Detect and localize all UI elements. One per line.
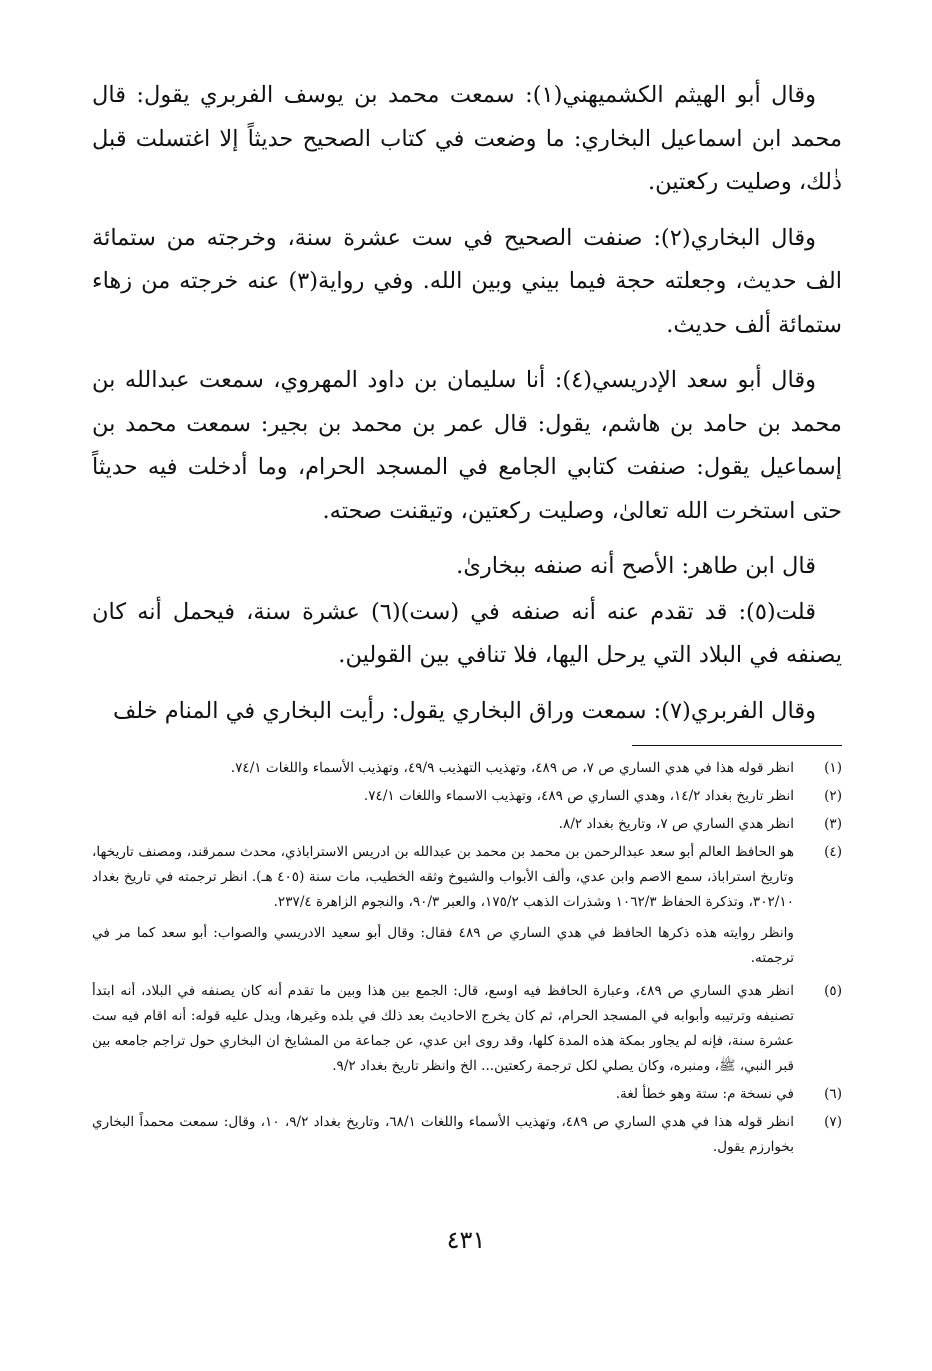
footnote-text: في نسخة م: ستة وهو خطأ لغة. <box>615 1086 794 1102</box>
footnote-text: انظر قوله هذا في هدي الساري ص ٧، ص ٤٨٩، وتهذيب التهذيب ٤٩/٩، وتهذيب الأسماء واللغات ٧٤/١. <box>230 760 794 776</box>
footnote-continuation: وانظر روايته هذه ذكرها الحافظ في هدي الساري ص ٤٨٩ فقال: وقال أبو سعيد الادريسي والصواب: أبو سعد كما مر في ترجمته. <box>92 925 794 966</box>
footnote-text: انظر هدي الساري ص ٤٨٩، وعبارة الحافظ فيه اوسع، قال: الجمع بين هذا وبين ما تقدم أنه كان يصنفه في البلاد، أنه ابتدأ تصنيفه وترتيبه وأبوابه في المسجد الحرام، ثم كان يخرج الاحاديث بعد ذلك في بلده وغيرها، ويدل عليه قوله: أنه اقام فيه ست عشرة سنة، فإنه لم يجاور بمكة هذه المدة كلها، وقد روى ابن عدي، عن جماعة من المشايخ ان البخاري حول تراجم جامعه بين قبر النبي، ﷺ، ومنبره، وكان يصلي لكل ترجمة ركعتين... الخ وانظر تاريخ بغداد ٩/٢. <box>92 983 794 1074</box>
footnote-text: انظر قوله هذا في هدي الساري ص ٤٨٩، وتهذيب الأسماء واللغات ٦٨/١، وتاريخ بغداد ٩/٢، ١٠، وقال: سمعت محمداً البخاري بخوارزم يقول. <box>92 1114 794 1155</box>
footnote-number: (٤) <box>824 844 842 860</box>
footnotes <box>92 756 842 1160</box>
footnote-text: انظر هدي الساري ص ٧، وتاريخ بغداد ٨/٢. <box>558 816 794 832</box>
footnote <box>92 1082 842 1107</box>
footnote-text: هو الحافظ العالم أبو سعد عبدالرحمن بن محمد بن محمد بن عبدالله بن ادريس الاستراباذي، محدث سمرقند، ومصنف تاريخها، وتاريخ استراباذ، سمع الاصم وابن عدي، وألف الأبواب والشيوخ وثقه الخطيب، مات سنة (٤٠٥ هـ). انظر ترجمته في تاريخ بغداد ٣٠٢/١٠، وتذكرة الحفاظ ١٠٦٢/٣ وشذرات الذهب ١٧٥/٢، والعبر ٩٠/٣، والنجوم الزاهرة ٢٣٧/٤. <box>92 844 794 910</box>
footnote-number: (٦) <box>824 1086 842 1102</box>
footnote-text: انظر تاريخ بغداد ١٤/٢، وهدي الساري ص ٤٨٩، وتهذيب الاسماء واللغات ٧٤/١. <box>363 788 794 804</box>
body-paragraph: وقال أبو الهيثم الكشميهني(١): سمعت محمد بن يوسف الفربري يقول: قال محمد ابن اسماعيل البخاري: ما وضعت في كتاب الصحيح حديثاً إلا اغتسلت قبل ذٰلك، وصليت ركعتين. <box>92 82 842 195</box>
footnote <box>92 1110 842 1160</box>
body-paragraph: وقال الفربري(٧): سمعت وراق البخاري يقول: رأيت البخاري في المنام خلف <box>112 697 816 724</box>
body-paragraph: وقال البخاري(٢): صنفت الصحيح في ست عشرة سنة، وخرجته من ستمائة الف حديث، وجعلته حجة فيما بيني وبين الله. وفي رواية(٣) عنه خرجته من زهاء ستمائة ألف حديث. <box>92 224 842 338</box>
footnote-number: (٢) <box>824 788 842 804</box>
footnote <box>92 979 842 1079</box>
body-paragraph: قلت(٥): قد تقدم عنه أنه صنفه في (ست)(٦) عشرة سنة، فيحمل أنه كان يصنفه في البلاد التي يرحل اليها، فلا تنافي بين القولين. <box>92 598 842 668</box>
footnote-separator <box>632 745 842 746</box>
body-paragraph: قال ابن طاهر: الأصح أنه صنفه ببخارىٰ. <box>456 553 816 579</box>
page-content <box>92 74 842 1163</box>
footnote <box>92 756 842 781</box>
footnote-number: (٧) <box>824 1114 842 1130</box>
page-number: ٤٣١ <box>446 1226 486 1254</box>
footnote-number: (٥) <box>824 983 842 999</box>
body-paragraph: وقال أبو سعد الإدريسي(٤): أنا سليمان بن داود المهروي، سمعت عبدالله بن محمد بن حامد بن هاشم، يقول: قال عمر بن محمد بن بجير: سمعت محمد بن إسماعيل يقول: صنفت كتابي الجامع في المسجد الحرام، وما أدخلت فيه حديثاً حتى استخرت الله تعالىٰ، وصليت ركعتين، وتيقنت صحته. <box>92 367 842 524</box>
footnote <box>92 812 842 837</box>
footnote <box>92 784 842 809</box>
footnote-number: (١) <box>824 760 842 776</box>
footnote-number: (٣) <box>824 816 842 832</box>
footnote <box>92 840 842 915</box>
